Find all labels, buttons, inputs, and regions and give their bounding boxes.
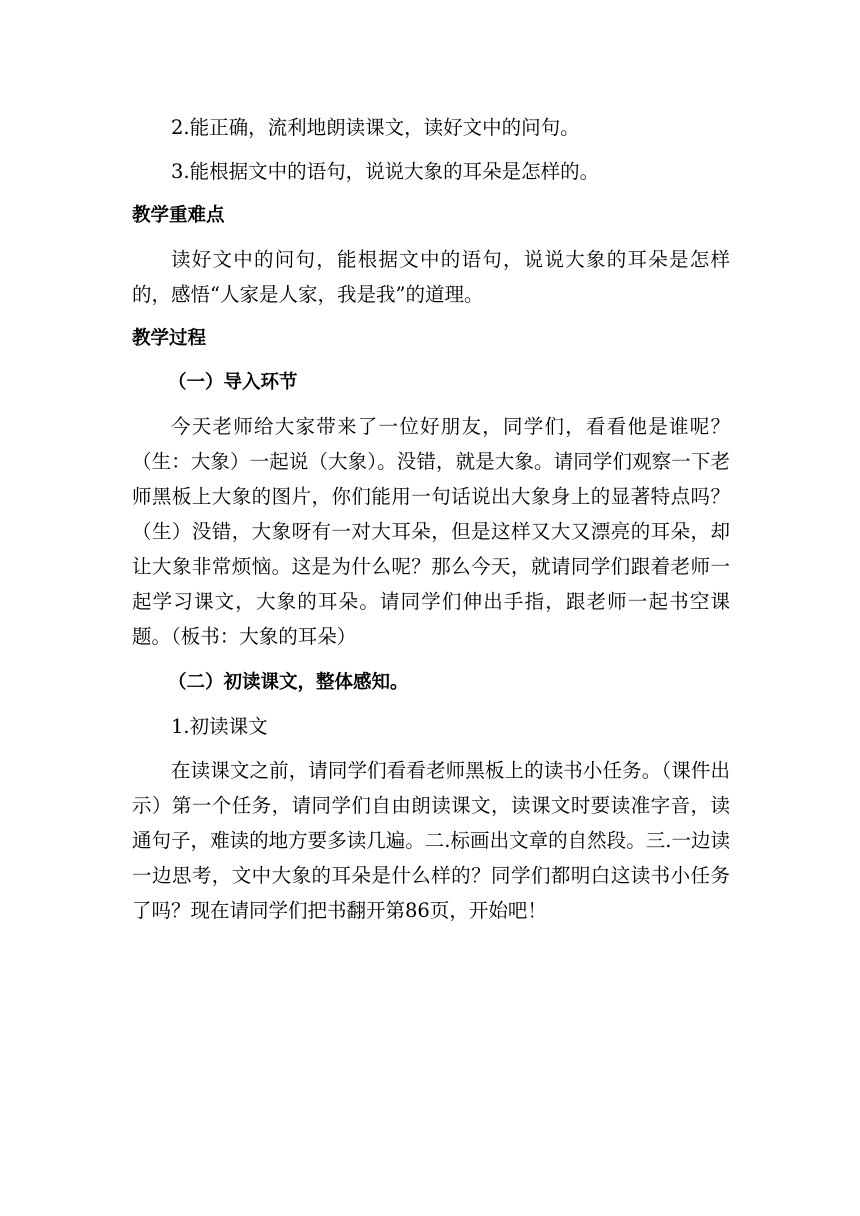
section-1-title: （一）导入环节	[168, 372, 298, 393]
key-points-heading: 教学重难点	[132, 205, 225, 226]
section-2-subitem-1: 1.初读课文	[171, 715, 268, 738]
section-2-paragraph: 在读课文之前，请同学们看看老师黑板上的读书小任务。（课件出示）第一个任务，请同学们自由朗读课文，读课文时要读准字音，读通句子，难读的地方要多读几遍。二.标画出文章的自然段。三.一边读一边思考，文中大象的耳朵是什么样的？同学们都明白这读书小任务了吗？现在请同学们把书翻开第86页，开始吧！	[132, 759, 730, 922]
objective-item-3: 3.能根据文中的语句，说说大象的耳朵是怎样的。	[171, 160, 600, 183]
section-2-title: （二）初读课文，整体感知。	[168, 672, 409, 693]
section-1-paragraph: 今天老师给大家带来了一位好朋友，同学们，看看他是谁呢？（生：大象）一起说（大象）。没错，就是大象。请同学们观察一下老师黑板上大象的图片，你们能用一句话说出大象身上的显著特点吗？（生）没错，大象呀有一对大耳朵，但是这样又大又漂亮的耳朵，却让大象非常烦恼。这是为什么呢？那么今天，就请同学们跟着老师一起学习课文，大象的耳朵。请同学们伸出手指，跟老师一起书空课题。（板书：大象的耳朵）	[132, 415, 730, 648]
key-points-paragraph: 读好文中的问句，能根据文中的语句，说说大象的耳朵是怎样的，感悟“人家是人家，我是我”的道理。	[132, 248, 730, 306]
process-heading: 教学过程	[132, 328, 207, 349]
objective-item-2: 2.能正确，流利地朗读课文，读好文中的问句。	[171, 116, 580, 139]
document-page	[132, 110, 730, 928]
